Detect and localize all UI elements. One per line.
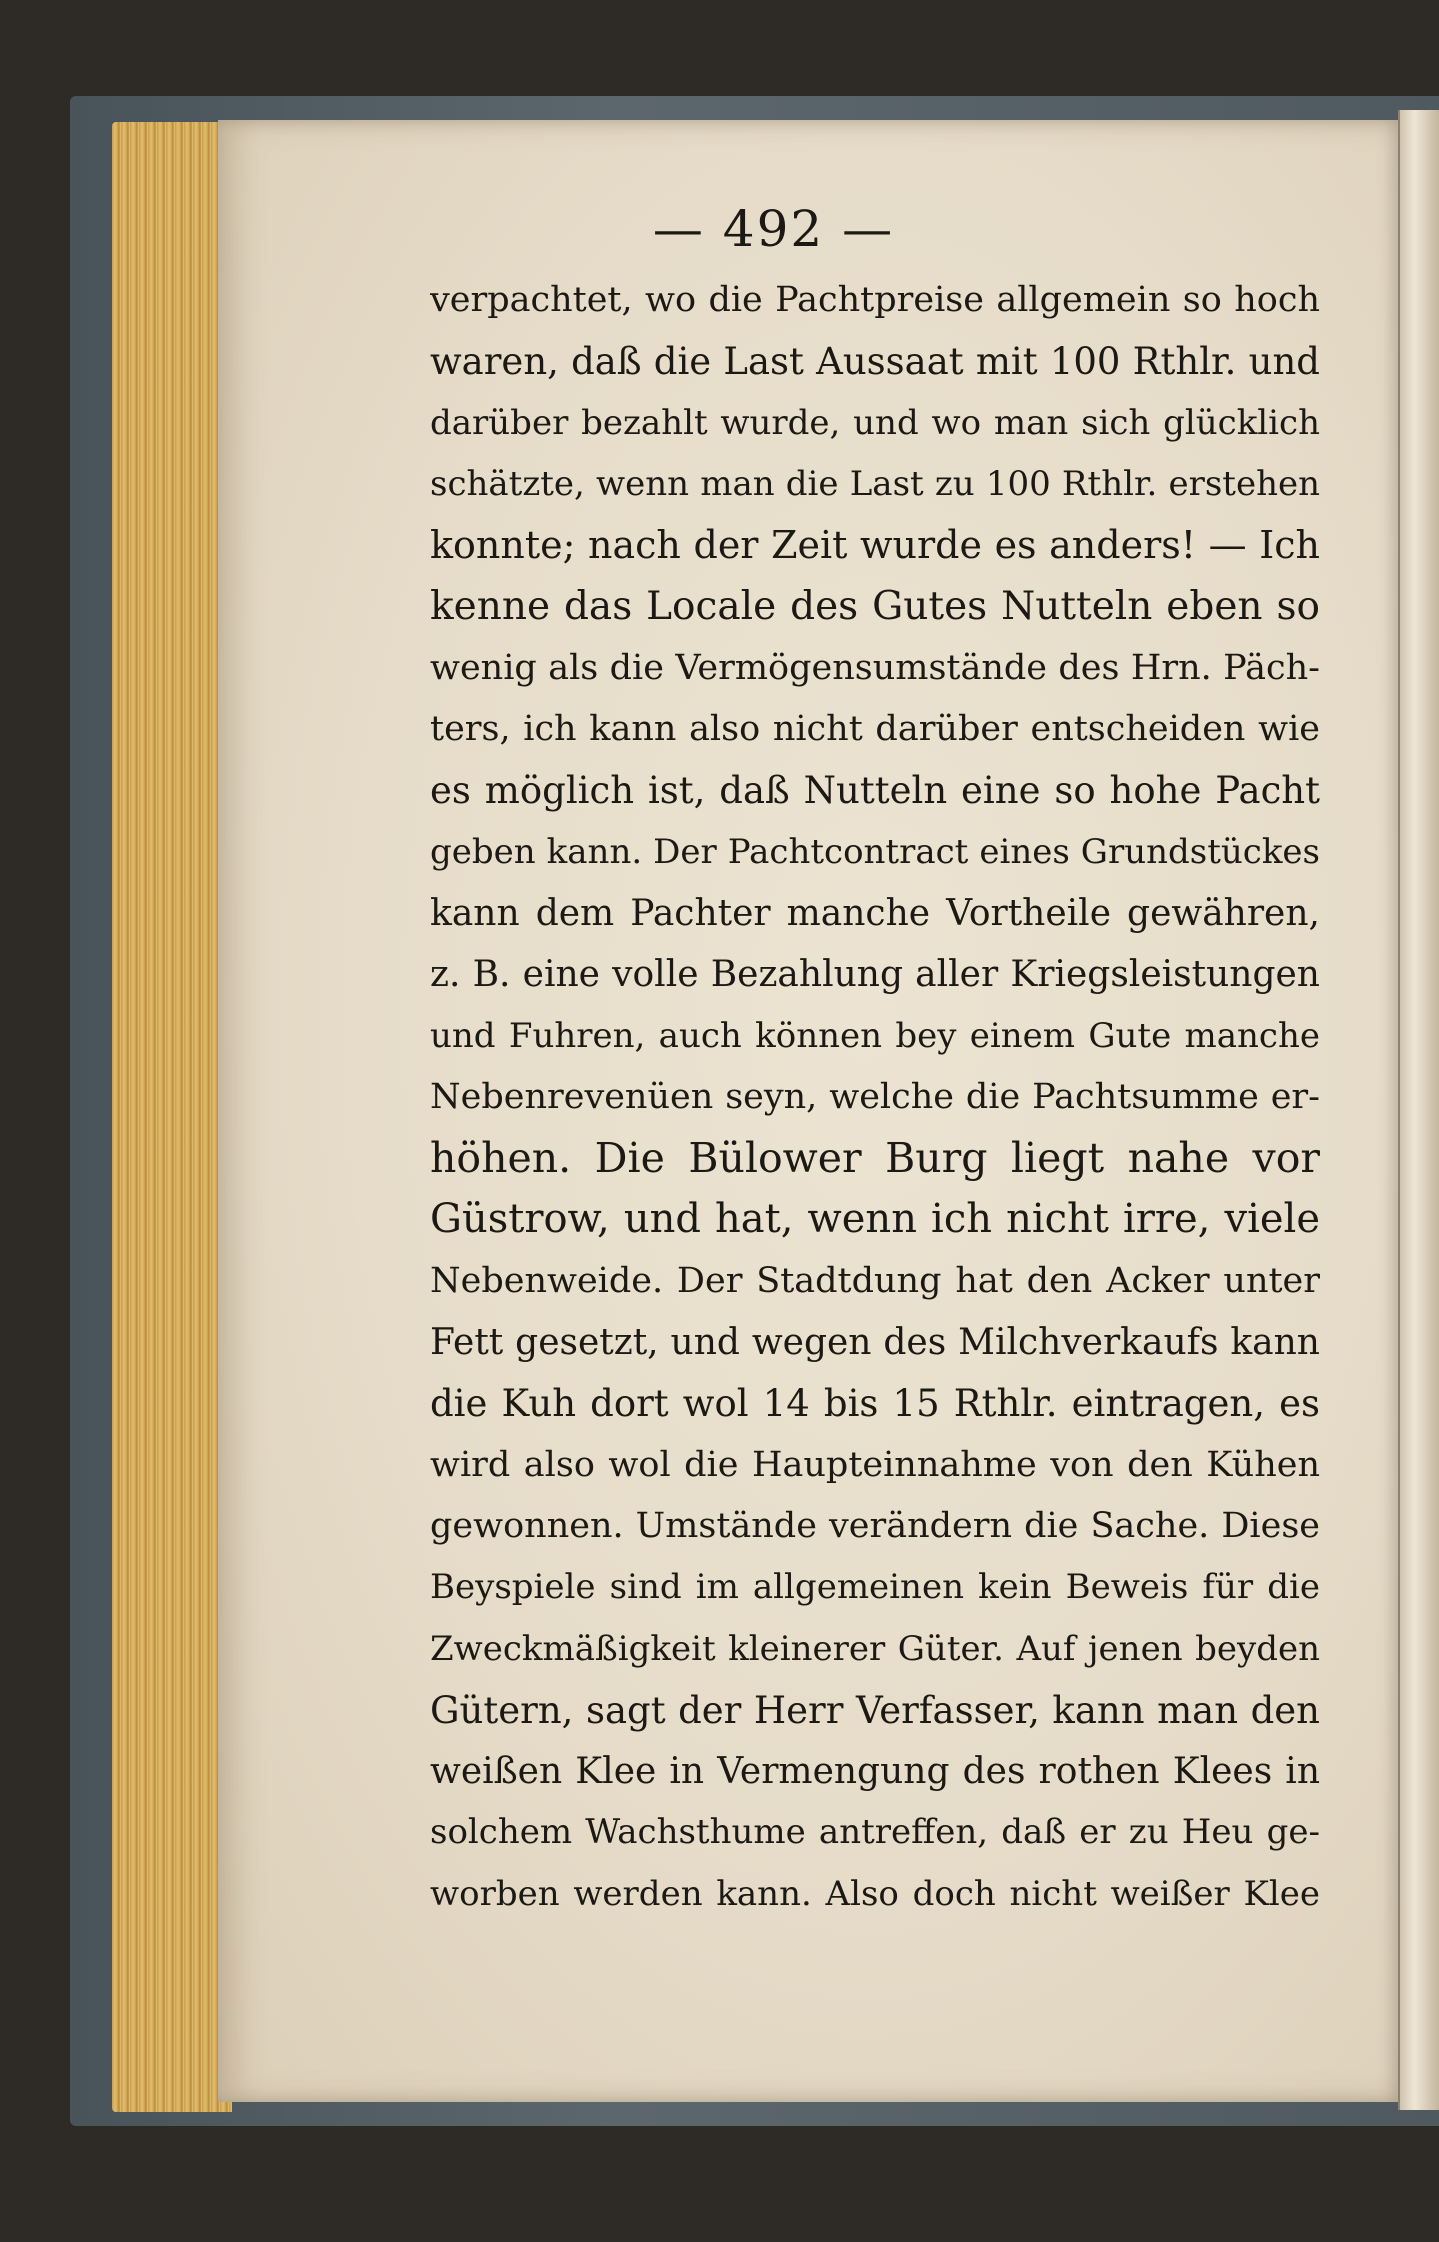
text-line: geben kann. Der Pachtcontract eines Grundstückes xyxy=(430,831,1320,872)
text-line: solchem Wachsthume antreffen, daß er zu Heu ge- xyxy=(430,1812,1320,1853)
text-line: es möglich ist, daß Nutteln eine so hohe Pacht xyxy=(430,769,1320,813)
text-line: und Fuhren, auch können bey einem Gute manche xyxy=(430,1015,1320,1056)
text-line: wenig als die Vermögensumstände des Hrn. Päch- xyxy=(430,647,1320,688)
text-line: kenne das Locale des Gutes Nutteln eben so xyxy=(430,584,1320,630)
text-line: Zweckmäßigkeit kleinerer Güter. Auf jenen beyden xyxy=(430,1628,1320,1669)
text-line: wird also wol die Haupteinnahme von den Kühen xyxy=(430,1444,1320,1485)
text-line: die Kuh dort wol 14 bis 15 Rthlr. eintragen, es xyxy=(430,1382,1320,1426)
page-edges xyxy=(112,122,232,2112)
page-right-edge xyxy=(1398,110,1439,2110)
text-line: gewonnen. Umstände verändern die Sache. Diese xyxy=(430,1505,1320,1546)
text-line: konnte; nach der Zeit wurde es anders! — Ich xyxy=(430,523,1320,568)
text-line: höhen. Die Bülower Burg liegt nahe vor xyxy=(430,1134,1320,1183)
text-line: Güstrow, und hat, wenn ich nicht irre, viele xyxy=(430,1196,1320,1243)
text-line: ters, ich kann also nicht darüber entscheiden wie xyxy=(430,709,1320,750)
text-line: verpachtet, wo die Pachtpreise allgemein so hoch xyxy=(430,280,1320,320)
text-line: Fett gesetzt, und wegen des Milchverkaufs kann xyxy=(430,1322,1320,1364)
text-line: weißen Klee in Vermengung des rothen Klees in xyxy=(430,1751,1320,1793)
text-line: Beyspiele sind im allgemeinen kein Beweis für die xyxy=(430,1567,1320,1608)
text-line: waren, daß die Last Aussaat mit 100 Rthlr. und xyxy=(430,340,1320,384)
text-line: Nebenrevenüen seyn, welche die Pachtsumme er- xyxy=(430,1076,1320,1117)
text-block xyxy=(430,270,1320,1925)
text-line: z. B. eine volle Bezahlung aller Kriegsleistungen xyxy=(430,954,1320,996)
text-line: worben werden kann. Also doch nicht weißer Klee xyxy=(430,1873,1320,1914)
text-line: schätzte, wenn man die Last zu 100 Rthlr. erstehen xyxy=(430,463,1320,504)
page-number: — 492 — xyxy=(652,200,895,258)
text-line: kann dem Pachter manche Vortheile gewähren, xyxy=(430,892,1320,934)
text-line: Gütern, sagt der Herr Verfasser, kann man den xyxy=(430,1688,1320,1732)
text-line: darüber bezahlt wurde, und wo man sich glücklich xyxy=(430,402,1320,443)
text-line: Nebenweide. Der Stadtdung hat den Acker unter xyxy=(430,1260,1320,1301)
